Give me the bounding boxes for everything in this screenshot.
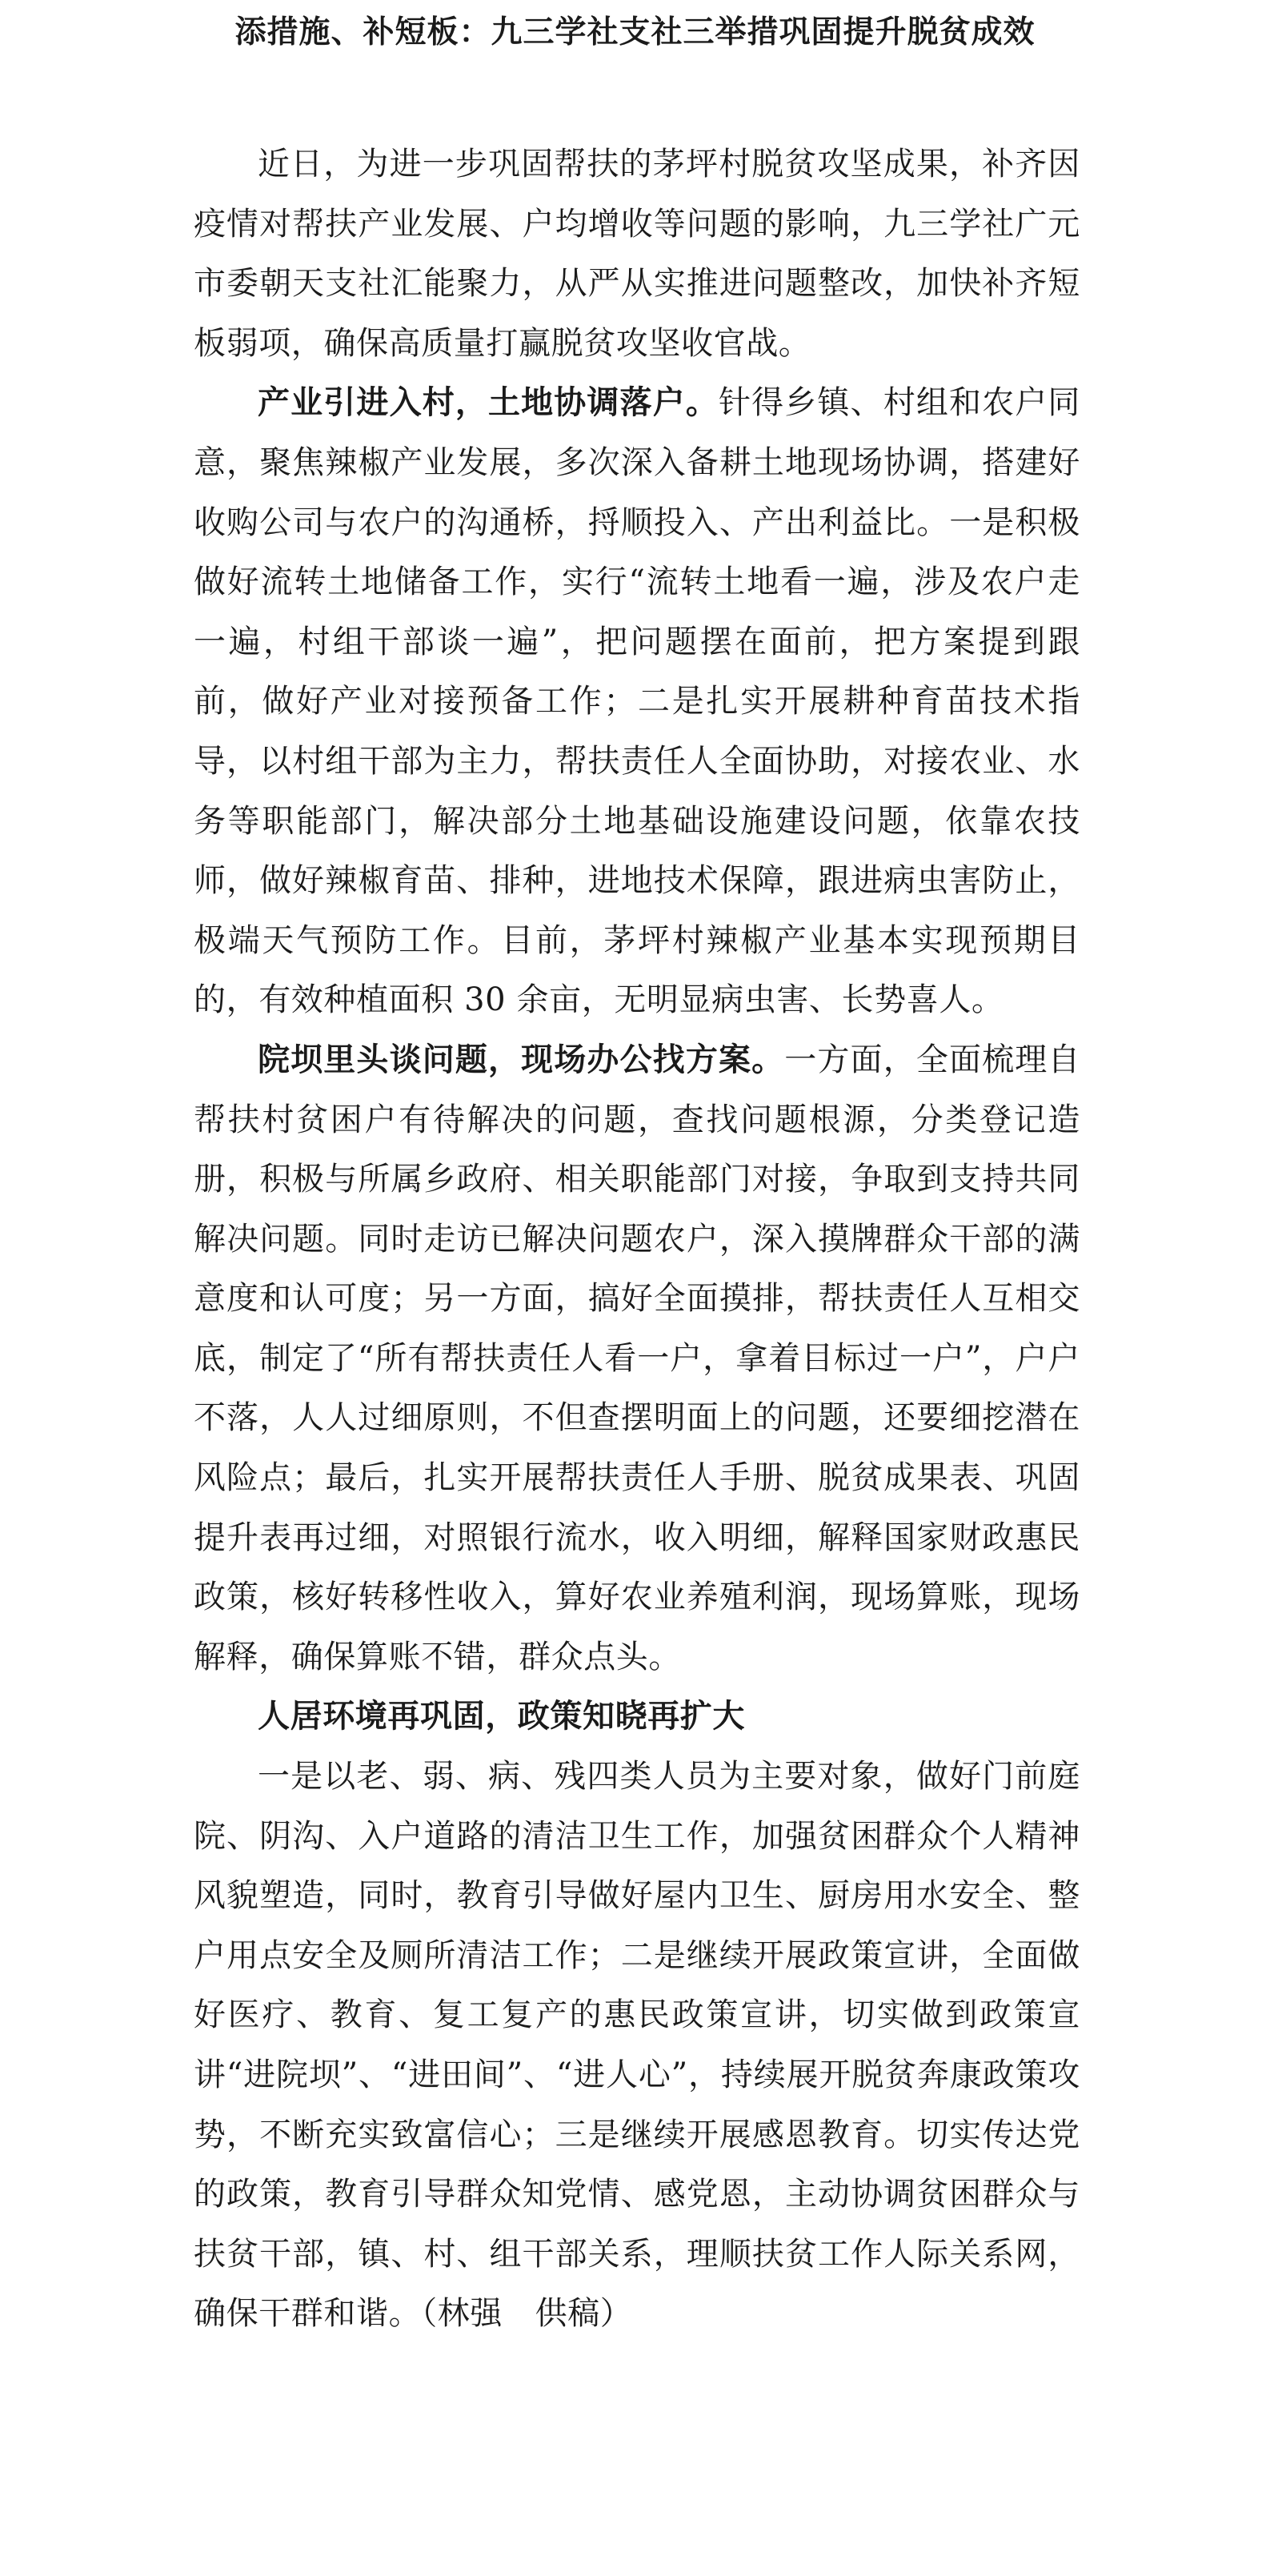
intro-paragraph: 近日，为进一步巩固帮扶的茅坪村脱贫攻坚成果，补齐因疫情对帮扶产业发展、户均增收等问题的影响，九三学社广元市委朝天支社汇能聚力，从严从实推进问题整改，加快补齐短板弱项，确保高质量打赢脱贫攻坚收官战。 <box>194 146 1080 362</box>
section-industry-heading: 产业引进入村，土地协调落户。 <box>258 383 719 422</box>
section-environment-text: 一是以老、弱、病、残四类人员为主要对象，做好门前庭院、阴沟、入户道路的清洁卫生工作，加强贫困群众个人精神风貌塑造，同时，教育引导做好屋内卫生、厨房用水安全、整户用点安全及厕所清洁工作；二是继续开展政策宣讲，全面做好医疗、教育、复工复产的惠民政策宣讲，切实做到政策宣讲“进院坝”、“进田间”、“进人心”，持续展开脱贫奔康政策攻势，不断充实致富信心；三是继续开展感恩教育。切实传达党的政策，教育引导群众知党情、感党恩，主动协调贫困群众与扶贫干部，镇、村、组干部关系，理顺扶贫工作人际关系网，确保干群和谐。（林强 供稿） <box>194 1758 1080 2333</box>
section-courtyard-paragraph <box>194 1030 1080 1687</box>
section-industry-paragraph <box>194 373 1080 1030</box>
section-industry-text: 针得乡镇、村组和农户同意，聚焦辣椒产业发展，多次深入备耕土地现场协调，搭建好收购公司与农户的沟通桥，捋顺投入、产出利益比。一是积极做好流转土地储备工作，实行“流转土地看一遍，涉及农户走一遍，村组干部谈一遍”，把问题摆在面前，把方案提到跟前，做好产业对接预备工作；二是扎实开展耕种育苗技术指导，以村组干部为主力，帮扶责任人全面协助，对接农业、水务等职能部门，解决部分土地基础设施建设问题，依靠农技师，做好辣椒育苗、排种，进地技术保障，跟进病虫害防止，极端天气预防工作。目前，茅坪村辣椒产业基本实现预期目的，有效种植面积 30 余亩，无明显病虫害、长势喜人。 <box>194 384 1080 1019</box>
section-courtyard-heading: 院坝里头谈问题，现场办公找方案。 <box>258 1040 785 1078</box>
article-body <box>194 134 1080 2344</box>
article-title: 添措施、补短板：九三学社支社三举措巩固提升脱贫成效 <box>234 14 1036 50</box>
section-environment-heading: 人居环境再巩固，政策知晓再扩大 <box>258 1697 745 1735</box>
section-courtyard-text: 一方面，全面梳理自帮扶村贫困户有待解决的问题，查找问题根源，分类登记造册，积极与所属乡政府、相关职能部门对接，争取到支持共同解决问题。同时走访已解决问题农户，深入摸牌群众干部的满意度和认可度；另一方面，搞好全面摸排，帮扶责任人互相交底，制定了“所有帮扶责任人看一户，拿着目标过一户”，户户不落，人人过细原则，不但查摆明面上的问题，还要细挖潜在风险点；最后，扎实开展帮扶责任人手册、脱贫成果表、巩固提升表再过细，对照银行流水，收入明细，解释国家财政惠民政策，核好转移性收入，算好农业养殖利润，现场算账，现场解释，确保算账不错，群众点头。 <box>194 1041 1080 1675</box>
